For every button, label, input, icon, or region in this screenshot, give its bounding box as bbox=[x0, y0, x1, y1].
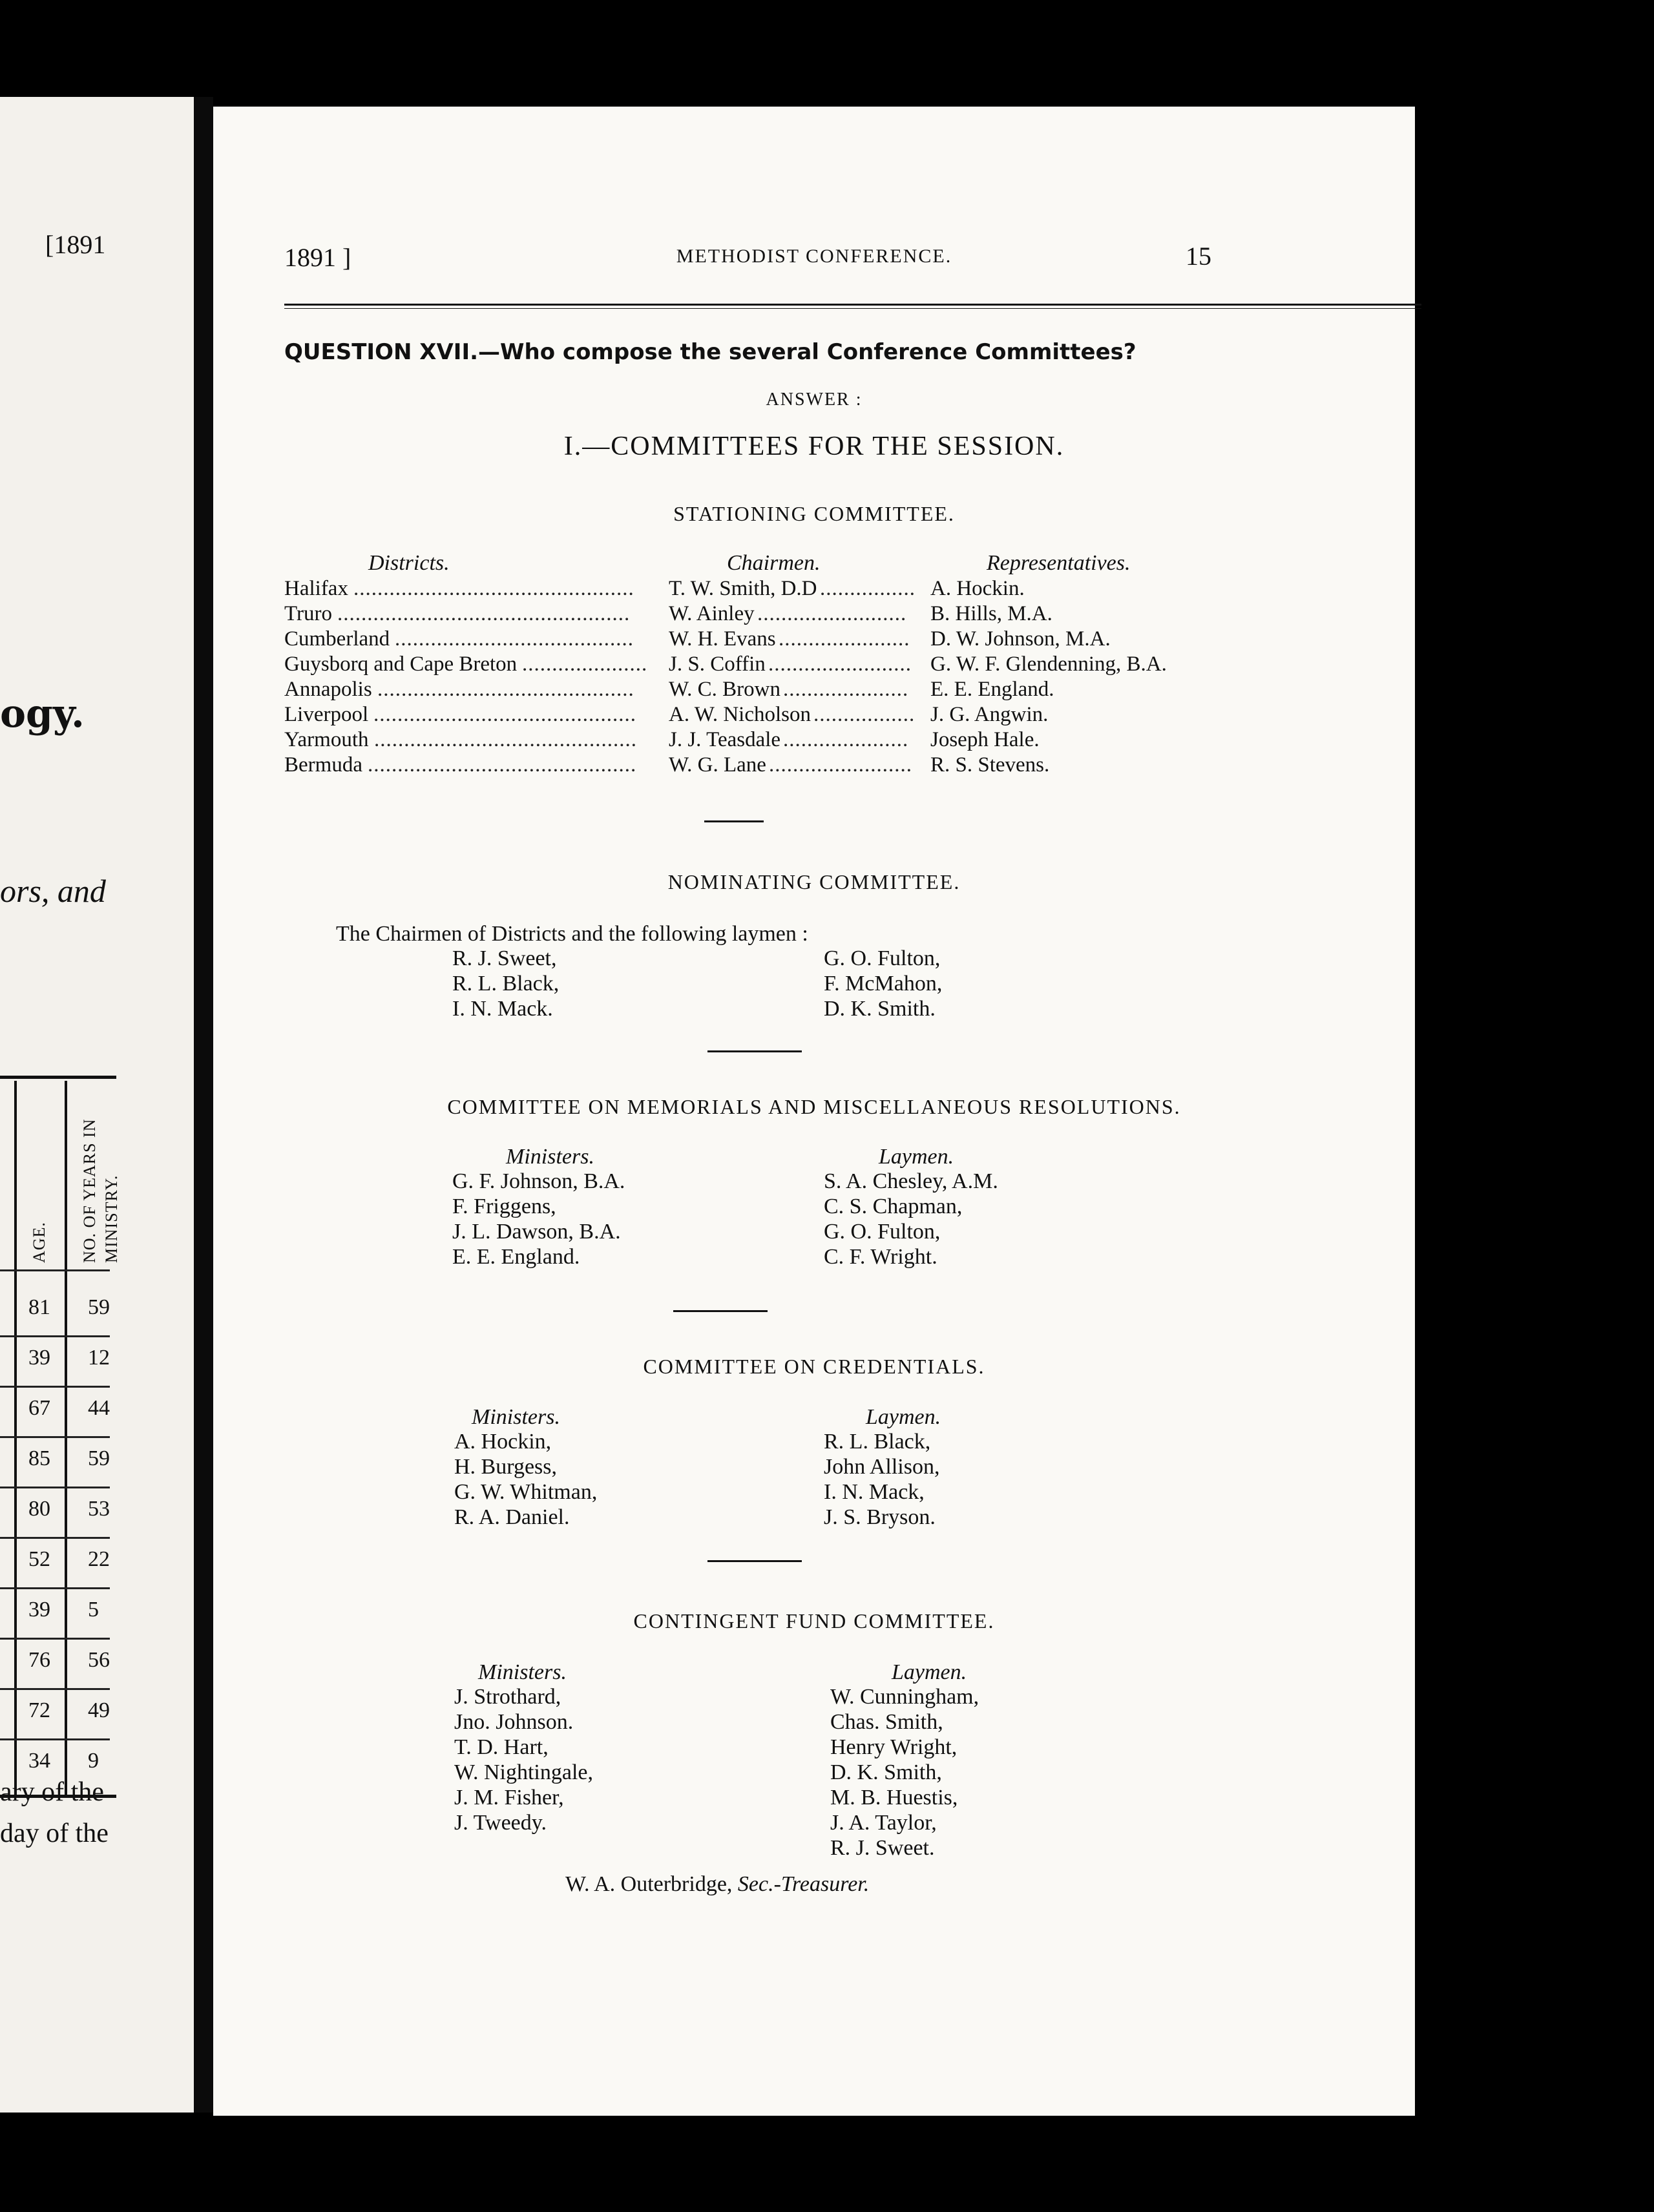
header-rule-thin bbox=[284, 308, 1421, 309]
stationing-title: STATIONING COMMITTEE. bbox=[673, 502, 955, 525]
dot-leader: ..................... bbox=[783, 678, 909, 701]
years-cell: 44 bbox=[88, 1396, 110, 1420]
minister-name: T. D. Hart, bbox=[454, 1735, 549, 1759]
row-divider bbox=[0, 1487, 110, 1488]
years-cell: 5 bbox=[88, 1598, 99, 1622]
nominating-member: R. J. Sweet, bbox=[452, 946, 557, 970]
row-divider bbox=[0, 1738, 110, 1740]
years-cell: 56 bbox=[88, 1648, 110, 1672]
row-divider bbox=[0, 1537, 110, 1539]
minister-name: E. E. England. bbox=[452, 1245, 580, 1269]
contingent-title: CONTINGENT FUND COMMITTEE. bbox=[633, 1609, 995, 1633]
representative-cell: E. E. England. bbox=[930, 678, 1054, 701]
representative-cell: A. Hockin. bbox=[930, 577, 1025, 600]
layman-name: S. A. Chesley, A.M. bbox=[824, 1169, 998, 1193]
district-cell: Truro bbox=[284, 602, 332, 625]
district-cell: Annapolis bbox=[284, 678, 372, 701]
credentials-laymen-label: Laymen. bbox=[866, 1405, 941, 1429]
row-divider bbox=[0, 1436, 110, 1438]
nominating-intro: The Chairmen of Districts and the following laymen : bbox=[336, 922, 808, 946]
dot-leader: ..................... bbox=[522, 652, 648, 676]
table-row bbox=[284, 753, 1434, 779]
representative-cell: G. W. F. Glendenning, B.A. bbox=[930, 652, 1167, 676]
header-rule bbox=[284, 304, 1421, 306]
treasurer-line bbox=[565, 1872, 869, 1897]
layman-name: W. Cunningham, bbox=[830, 1685, 979, 1709]
layman-name: Chas. Smith, bbox=[830, 1710, 943, 1734]
left-page-footer-line-2: day of the bbox=[0, 1819, 109, 1848]
chairman-cell: J. J. Teasdale bbox=[669, 728, 781, 751]
age-cell: 52 bbox=[28, 1547, 50, 1571]
years-cell: 49 bbox=[88, 1698, 110, 1722]
district-cell: Bermuda bbox=[284, 753, 362, 777]
dot-leader: ................................................. bbox=[337, 602, 631, 625]
chairman-cell: T. W. Smith, D.D bbox=[669, 577, 817, 600]
layman-name: D. K. Smith, bbox=[830, 1760, 942, 1784]
years-cell: 12 bbox=[88, 1346, 110, 1370]
district-cell: Cumberland bbox=[284, 627, 390, 651]
nominating-member: G. O. Fulton, bbox=[824, 946, 941, 970]
layman-name: M. B. Huestis, bbox=[830, 1786, 958, 1810]
layman-name: J. S. Bryson. bbox=[824, 1505, 936, 1529]
section-divider bbox=[707, 1050, 802, 1052]
minister-name: J. Tweedy. bbox=[454, 1811, 547, 1835]
dot-leader: ............................................. bbox=[368, 753, 637, 777]
minister-name: G. F. Johnson, B.A. bbox=[452, 1169, 625, 1193]
main-page bbox=[213, 107, 1415, 2116]
minister-name: H. Burgess, bbox=[454, 1455, 557, 1479]
dot-leader: ............................................ bbox=[374, 728, 637, 751]
dot-leader: ................. bbox=[813, 703, 916, 726]
treasurer-name: W. A. Outerbridge, bbox=[565, 1872, 733, 1896]
left-page-heading-fragment: ogy. bbox=[0, 691, 85, 736]
dot-leader: ...................... bbox=[779, 627, 910, 651]
table-row bbox=[284, 678, 1434, 704]
column-header-years: NO. OF YEARS IN MINISTRY. bbox=[80, 1118, 121, 1263]
section-divider bbox=[707, 1560, 802, 1562]
years-cell: 9 bbox=[88, 1749, 99, 1773]
dot-leader: ........................ bbox=[769, 753, 912, 777]
chairman-cell: W. G. Lane bbox=[669, 753, 766, 777]
section-divider bbox=[704, 820, 764, 822]
column-header-age: AGE. bbox=[30, 1222, 48, 1263]
layman-name: Henry Wright, bbox=[830, 1735, 958, 1759]
contingent-ministers-label: Ministers. bbox=[478, 1660, 567, 1684]
dot-leader: ......................... bbox=[757, 602, 907, 625]
age-cell: 81 bbox=[28, 1295, 50, 1319]
age-cell: 39 bbox=[28, 1346, 50, 1370]
column-districts: Districts. bbox=[368, 551, 450, 575]
credentials-title: COMMITTEE ON CREDENTIALS. bbox=[643, 1355, 985, 1378]
row-divider bbox=[0, 1386, 110, 1388]
representative-cell: B. Hills, M.A. bbox=[930, 602, 1052, 625]
minister-name: R. A. Daniel. bbox=[454, 1505, 570, 1529]
layman-name: John Allison, bbox=[824, 1455, 940, 1479]
layman-name: R. J. Sweet. bbox=[830, 1836, 935, 1860]
representative-cell: R. S. Stevens. bbox=[930, 753, 1050, 777]
layman-name: J. A. Taylor, bbox=[830, 1811, 937, 1835]
age-cell: 67 bbox=[28, 1396, 50, 1420]
page-gutter bbox=[194, 97, 213, 2113]
header-title: METHODIST CONFERENCE. bbox=[676, 245, 952, 267]
table-row bbox=[284, 577, 1434, 603]
memorials-laymen-label: Laymen. bbox=[879, 1145, 954, 1169]
age-cell: 80 bbox=[28, 1497, 50, 1521]
left-facing-page bbox=[0, 97, 194, 2113]
chairman-cell: J. S. Coffin bbox=[669, 652, 766, 676]
layman-name: C. S. Chapman, bbox=[824, 1195, 963, 1218]
district-cell: Guysborq and Cape Breton bbox=[284, 652, 518, 676]
nominating-member: D. K. Smith. bbox=[824, 997, 936, 1021]
minister-name: Jno. Johnson. bbox=[454, 1710, 574, 1734]
dot-leader: ................ bbox=[820, 577, 916, 600]
page-number: 15 bbox=[1186, 242, 1211, 271]
memorials-title: COMMITTEE ON MEMORIALS AND MISCELLANEOUS RESOLUTIONS. bbox=[447, 1095, 1181, 1118]
row-divider bbox=[0, 1587, 110, 1589]
nominating-member: I. N. Mack. bbox=[452, 997, 553, 1021]
representative-cell: J. G. Angwin. bbox=[930, 703, 1049, 726]
years-cell: 59 bbox=[88, 1295, 110, 1319]
contingent-laymen-label: Laymen. bbox=[892, 1660, 967, 1684]
district-cell: Yarmouth bbox=[284, 728, 369, 751]
age-cell: 85 bbox=[28, 1446, 50, 1470]
minister-name: J. M. Fisher, bbox=[454, 1786, 564, 1810]
years-cell: 59 bbox=[88, 1446, 110, 1470]
treasurer-title: Sec.-Treasurer. bbox=[737, 1872, 870, 1896]
nominating-title: NOMINATING COMMITTEE. bbox=[667, 870, 961, 893]
age-cell: 76 bbox=[28, 1648, 50, 1672]
row-divider bbox=[0, 1638, 110, 1640]
nominating-member: F. McMahon, bbox=[824, 972, 943, 996]
row-divider bbox=[0, 1335, 110, 1337]
age-cell: 39 bbox=[28, 1598, 50, 1622]
minister-name: J. Strothard, bbox=[454, 1685, 561, 1709]
section-title: I.—COMMITTEES FOR THE SESSION. bbox=[563, 432, 1065, 461]
layman-name: R. L. Black, bbox=[824, 1430, 931, 1454]
chairman-cell: W. Ainley bbox=[669, 602, 755, 625]
nominating-member: R. L. Black, bbox=[452, 972, 560, 996]
table-row bbox=[284, 728, 1434, 754]
dot-leader: ............................................... bbox=[353, 577, 634, 600]
column-chairmen: Chairmen. bbox=[727, 551, 821, 575]
age-cell: 34 bbox=[28, 1749, 50, 1773]
header-year: 1891 ] bbox=[284, 243, 351, 272]
row-divider bbox=[0, 1688, 110, 1690]
answer-label: ANSWER : bbox=[766, 390, 863, 410]
minister-name: W. Nightingale, bbox=[454, 1760, 593, 1784]
years-cell: 22 bbox=[88, 1547, 110, 1571]
table-row bbox=[284, 627, 1434, 653]
dot-leader: ............................................ bbox=[373, 703, 636, 726]
years-cell: 53 bbox=[88, 1497, 110, 1521]
dot-leader: ........................ bbox=[768, 652, 912, 676]
chairman-cell: W. C. Brown bbox=[669, 678, 780, 701]
left-page-header: [1891 bbox=[45, 230, 106, 259]
table-row bbox=[284, 602, 1434, 628]
layman-name: C. F. Wright. bbox=[824, 1245, 937, 1269]
table-row bbox=[284, 703, 1434, 729]
dot-leader: ........................................ bbox=[395, 627, 634, 651]
district-cell: Halifax bbox=[284, 577, 348, 600]
minister-name: F. Friggens, bbox=[452, 1195, 556, 1218]
age-cell: 72 bbox=[28, 1698, 50, 1722]
dot-leader: ........................................... bbox=[377, 678, 634, 701]
district-cell: Liverpool bbox=[284, 703, 369, 726]
left-page-footer-line-1: ary of the bbox=[0, 1777, 104, 1807]
memorials-ministers-label: Ministers. bbox=[506, 1145, 594, 1169]
chairman-cell: W. H. Evans bbox=[669, 627, 776, 651]
representative-cell: Joseph Hale. bbox=[930, 728, 1040, 751]
credentials-ministers-label: Ministers. bbox=[472, 1405, 560, 1429]
chairman-cell: A. W. Nicholson bbox=[669, 703, 811, 726]
left-page-subheading-fragment: ors, and bbox=[0, 873, 106, 909]
layman-name: I. N. Mack, bbox=[824, 1480, 925, 1504]
minister-name: G. W. Whitman, bbox=[454, 1480, 598, 1504]
section-divider bbox=[673, 1310, 768, 1312]
representative-cell: D. W. Johnson, M.A. bbox=[930, 627, 1111, 651]
minister-name: A. Hockin, bbox=[454, 1430, 552, 1454]
minister-name: J. L. Dawson, B.A. bbox=[452, 1220, 621, 1244]
table-row bbox=[284, 652, 1434, 678]
dot-leader: ..................... bbox=[783, 728, 909, 751]
column-representatives: Representatives. bbox=[987, 551, 1131, 575]
question-heading: QUESTION XVII.—Who compose the several Conference Committees? bbox=[284, 339, 1136, 365]
layman-name: G. O. Fulton, bbox=[824, 1220, 941, 1244]
